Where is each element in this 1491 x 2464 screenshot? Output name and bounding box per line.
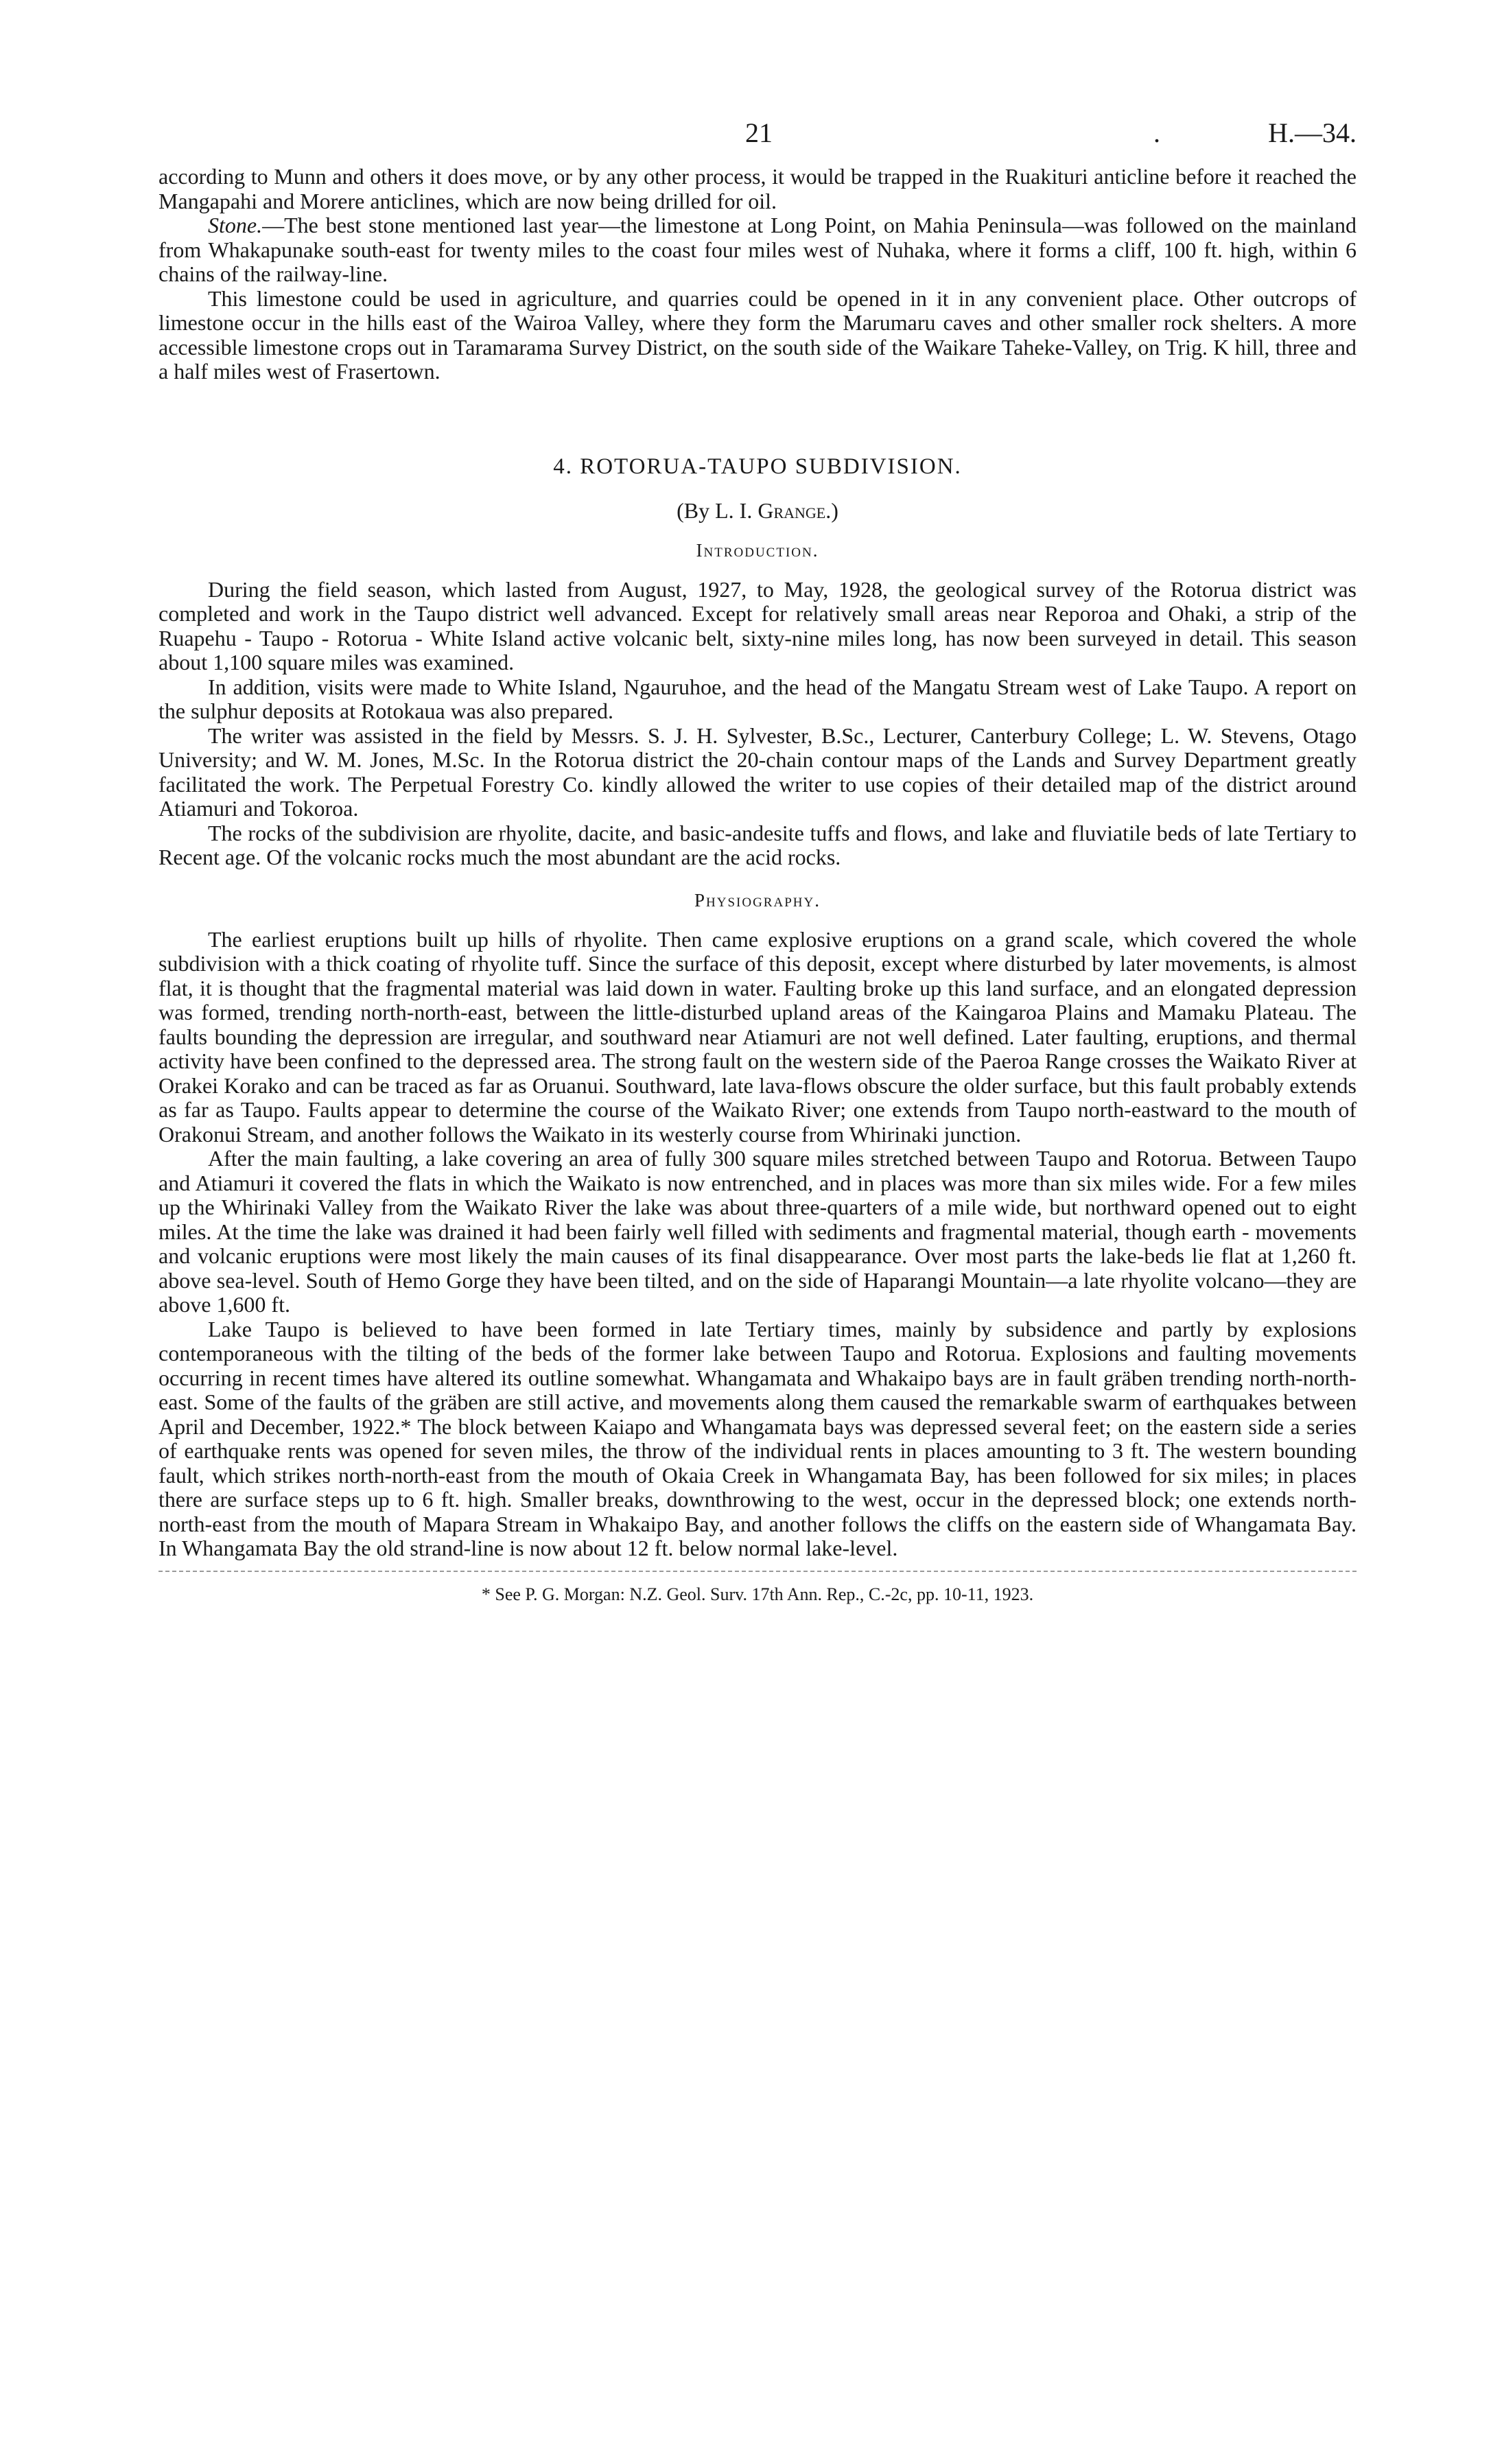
footnote: * See P. G. Morgan: N.Z. Geol. Surv. 17th Ann. Rep., C.-2c, pp. 10-11, 1923.: [481, 1584, 1034, 1604]
introduction-paragraph: The writer was assisted in the field by Messrs. S. J. H. Sylvester, B.Sc., Lecturer, Canterbury College; L. W. Stevens, Otago University; and W. M. Jones, M.Sc. In the Rotorua district the 20-chain contour maps of the Lands and Survey Department greatly facilitated the work. The Perpetual Forestry Co. kindly allowed the writer to use copies of their detailed map of the district around Atiamuri and Tokoroa.: [159, 723, 1357, 821]
limestone-paragraph: This limestone could be used in agriculture, and quarries could be opened in it in any convenient place. Other outcrops of limestone occur in the hills east of the Wairoa Valley, where they form the Marumaru caves and other smaller rock shelters. A more accessible limestone crops out in Taramarama Survey District, on the south side of the Waikare Taheke-Valley, on Trig. K hill, three and a half miles west of Frasertown.: [159, 285, 1357, 384]
stone-text: —The best stone mentioned last year—the limestone at Long Point, on Mahia Peninsula—was followed on the mainland from Whakapunake south-east for twenty miles to the coast four miles west of Nuhaka, where it forms a cliff, 100 ft. high, within 6 chains of the railway-line.: [159, 213, 1357, 286]
continued-paragraph: according to Munn and others it does move, or by any other process, it would be trapped in the Ruakituri anticline before it reached the Mangapahi and Morere anticlines, which are now being drilled for oil.: [159, 164, 1357, 213]
section-title: 4. ROTORUA-TAUPO SUBDIVISION.: [553, 454, 962, 479]
byline-prefix: (By L. I.: [677, 497, 758, 523]
page-number: 21: [745, 117, 773, 148]
page-header: [159, 117, 1357, 165]
introduction-paragraph: In addition, visits were made to White Island, Ngauruhoe, and the head of the Mangatu Stream west of Lake Taupo. A report on the sulphur deposits at Rotokaua was also prepared.: [159, 674, 1357, 723]
header-dot: .: [1153, 117, 1160, 148]
byline: [159, 497, 1357, 524]
physiography-paragraph: Lake Taupo is believed to have been formed in late Tertiary times, mainly by subsidence and partly by explosions contemporaneous with the tilting of the beds of the former lake between Taupo and Rotorua. Explosions and faulting movements occurring in recent times have altered its outline somewhat. Whangamata and Whakaipo bays are in fault gräben trending north-north-east. Some of the faults of the gräben are still active, and movements along them caused the remarkable swarm of earthquakes between April and December, 1922.* The block between Kaiapo and Whangamata bays was depressed several feet; on the eastern side a series of earthquake rents was opened for seven miles, the throw of the individual rents in places amounting to 3 ft. The western bounding fault, which strikes north-north-east from the mouth of Okaia Creek in Whangamata Bay, has been followed for six miles; in places there are surface steps up to 6 ft. high. Smaller breaks, downthrowing to the west, occur in the depressed block; one extends north-north-east from the mouth of Mapara Stream in Whakaipo Bay, and another follows the cliffs on the eastern side of Whangamata Bay. In Whangamata Bay the old strand-line is now about 12 ft. below normal lake-level.: [159, 1316, 1357, 1560]
stone-paragraph: [159, 213, 1357, 287]
document-reference: H.—34.: [1268, 117, 1357, 148]
footnote-divider: [159, 1571, 1357, 1572]
physiography-paragraph: The earliest eruptions built up hills of rhyolite. Then came explosive eruptions on a grand scale, which covered the whole subdivision with a thick coating of rhyolite tuff. Since the surface of this deposit, except where disturbed by later movements, is almost flat, it is thought that the fragmental material was laid down in water. Faulting broke up this land surface, and an elongated depression was formed, trending north-north-east, between the little-disturbed upland areas of the Kaingaroa Plains and Mamaku Plateau. The faults bounding the depression are irregular, and southward near Atiamuri are not well defined. Later faulting, eruptions, and thermal activity have been confined to the depressed area. The strong fault on the western side of the Paeroa Range crosses the Waikato River at Orakei Korako and can be traced as far as Oruanui. Southward, late lava-flows obscure the older surface, but this fault probably extends as far as Taupo. Faults appear to determine the course of the Waikato River; one extends from Taupo north-eastward to the mouth of Orakonui Stream, and another follows the Waikato in its westerly course from Whirinaki junction.: [159, 926, 1357, 1147]
physiography-heading: Physiography.: [694, 889, 821, 911]
document-page: [159, 117, 1357, 1606]
byline-suffix: .): [825, 497, 838, 523]
introduction-paragraph: During the field season, which lasted from August, 1927, to May, 1928, the geological survey of the Rotorua district was completed and work in the Taupo district well advanced. Except for relatively small areas near Reporoa and Ohaki, a strip of the Ruapehu - Taupo - Rotorua - White Island active volcanic belt, sixty-nine miles long, has now been surveyed in detail. This season about 1,100 square miles was examined.: [159, 576, 1357, 674]
byline-author: Grange: [758, 497, 826, 523]
introduction-heading: Introduction.: [696, 539, 819, 561]
stone-label: Stone.: [208, 213, 263, 237]
introduction-paragraph: The rocks of the subdivision are rhyolite, dacite, and basic-andesite tuffs and flows, and lake and fluviatile beds of late Tertiary to Recent age. Of the volcanic rocks much the most abundant are the acid rocks.: [159, 820, 1357, 869]
physiography-paragraph: After the main faulting, a lake covering an area of fully 300 square miles stretched between Taupo and Rotorua. Between Taupo and Atiamuri it covered the flats in which the Waikato is now entrenched, and in places was more than six miles wide. For a few miles up the Whirinaki Valley from the Waikato River the lake was about three-quarters of a mile wide, but northward opened out to eight miles. At the time the lake was drained it had been fairly well filled with sediments and fragmental material, though earth - movements and volcanic eruptions were most likely the main causes of its final disappearance. Over most parts the lake-beds lie flat at 1,260 ft. above sea-level. South of Hemo Gorge they have been tilted, and on the side of Haparangi Mountain—a late rhyolite volcano—they are above 1,600 ft.: [159, 1146, 1357, 1317]
